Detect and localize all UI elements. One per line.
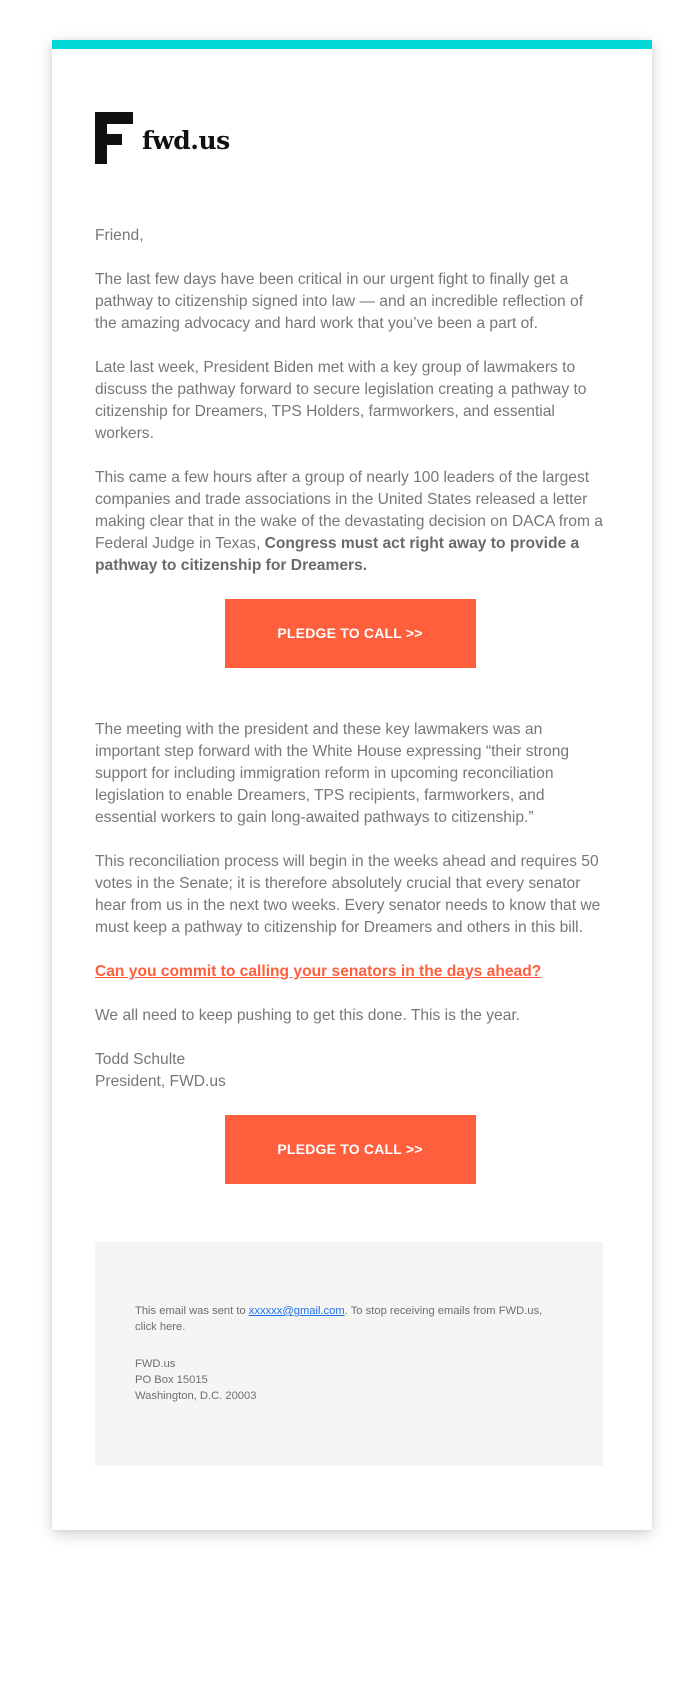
greeting: Friend, — [95, 227, 144, 244]
cta-paragraph — [95, 961, 605, 983]
email-footer — [95, 1242, 603, 1466]
footer-address — [135, 1356, 563, 1404]
fwd-logo-icon — [95, 112, 133, 164]
accent-top-bar — [52, 40, 652, 49]
pledge-to-call-button[interactable]: PLEDGE TO CALL >> — [225, 599, 476, 668]
paragraph-white-house: The meeting with the president and these key lawmakers was an important step forward with the White House expressing “their strong support for including immigration reform in upcoming reconciliation legislation to enable Dreamers, TPS recipients, farmworkers, and essential workers to gain long-awaited pathways to citizenship.” — [95, 721, 570, 826]
paragraph-intro: The last few days have been critical in our urgent fight to finally get a pathway to citizenship signed into law — and an incredible reflection of the amazing advocacy and hard work that you’ve been a part of. — [95, 271, 584, 332]
footer-org: FWD.us — [135, 1358, 176, 1370]
paragraph-closing: We all need to keep pushing to get this done. This is the year. — [95, 1007, 521, 1024]
email-body — [95, 225, 605, 1184]
brand-name: fwd.us — [142, 125, 230, 155]
email-card — [52, 40, 652, 1530]
footer-sent-notice — [135, 1303, 563, 1335]
paragraph-letter — [95, 467, 605, 577]
paragraph-meeting: Late last week, President Biden met with a key group of lawmakers to discuss the pathway forward to secure legislation creating a pathway to citizenship for Dreamers, TPS Holders, farmworkers, and essential workers. — [95, 359, 587, 442]
button-row-2 — [95, 1115, 605, 1184]
paragraph-letter-bold: Congress must act right away to provide a pathway to citizenship for Dreamers. — [95, 535, 580, 574]
pledge-to-call-button-bottom[interactable]: PLEDGE TO CALL >> — [225, 1115, 476, 1184]
button-row-1 — [95, 599, 605, 668]
signature-title: President, FWD.us — [95, 1073, 226, 1090]
footer-sent-suffix: . To stop receiving emails from FWD.us, click here. — [135, 1305, 543, 1333]
recipient-email-link[interactable]: xxxxxx@gmail.com — [248, 1305, 345, 1317]
signature — [95, 1049, 605, 1093]
footer-city: Washington, D.C. 20003 — [135, 1390, 257, 1402]
paragraph-reconciliation: This reconciliation process will begin in the weeks ahead and requires 50 votes in the Senate; it is therefore absolutely crucial that every senator hear from us in the next two weeks. Every senator needs to know that we must keep a pathway to citizenship for Dreamers and others in this bill. — [95, 853, 601, 936]
paragraph-letter-text: This came a few hours after a group of nearly 100 leaders of the largest companies and trade associations in the United States released a letter making clear that in the wake of the devastating decision on DACA from a Federal Judge in Texas, — [95, 469, 603, 552]
footer-po-box: PO Box 15015 — [135, 1374, 208, 1386]
signature-name: Todd Schulte — [95, 1051, 186, 1068]
brand-logo[interactable] — [95, 112, 230, 164]
call-senators-link[interactable]: Can you commit to calling your senators in the days ahead? — [95, 963, 542, 980]
footer-sent-prefix: This email was sent to — [135, 1305, 249, 1317]
